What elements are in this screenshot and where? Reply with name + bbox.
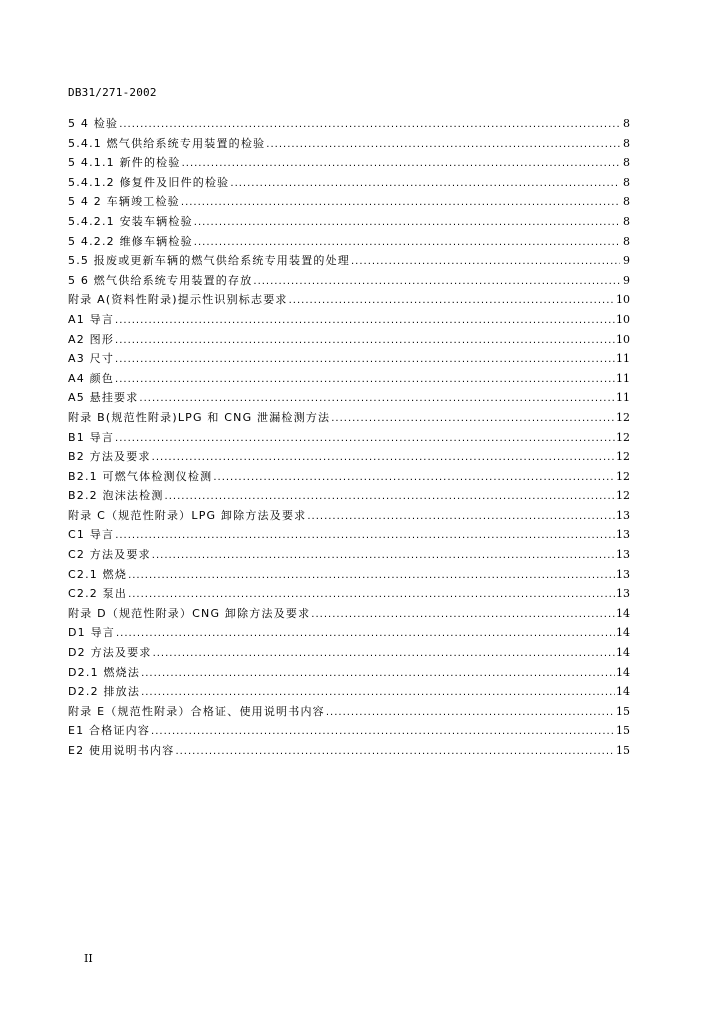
toc-entry-title: D2.1 燃烧法 — [68, 665, 141, 679]
toc-dot-leader — [115, 429, 615, 449]
toc-dot-leader — [152, 546, 615, 566]
toc-dot-leader — [326, 703, 615, 723]
toc-dot-leader — [141, 683, 615, 703]
toc-entry-page: 11 — [616, 371, 630, 385]
toc-entry[interactable] — [68, 447, 630, 467]
toc-dot-leader — [181, 193, 620, 213]
toc-entry[interactable] — [68, 506, 630, 526]
toc-entry-page: 10 — [616, 332, 630, 346]
toc-entry[interactable] — [68, 153, 630, 173]
toc-entry[interactable] — [68, 428, 630, 448]
toc-dot-leader — [115, 331, 615, 351]
toc-dot-leader — [151, 722, 615, 742]
toc-entry[interactable] — [68, 290, 630, 310]
toc-entry-title: 附录 D（规范性附录）CNG 卸除方法及要求 — [68, 606, 311, 620]
toc-entry-page: 12 — [616, 450, 630, 464]
toc-entry[interactable] — [68, 525, 630, 545]
toc-entry-title: A2 图形 — [68, 332, 115, 346]
toc-entry-page: 12 — [616, 430, 630, 444]
toc-entry-page: 11 — [616, 352, 630, 366]
toc-entry[interactable] — [68, 643, 630, 663]
toc-dot-leader — [165, 487, 615, 507]
toc-dot-leader — [266, 135, 620, 155]
toc-entry[interactable] — [68, 349, 630, 369]
toc-entry-page: 14 — [616, 685, 630, 699]
toc-entry[interactable] — [68, 682, 630, 702]
toc-dot-leader — [311, 605, 615, 625]
toc-entry-page: 14 — [616, 626, 630, 640]
toc-entry-page: 9 — [623, 254, 630, 268]
toc-dot-leader — [230, 174, 620, 194]
toc-entry[interactable] — [68, 663, 630, 683]
toc-dot-leader — [175, 742, 615, 762]
toc-entry[interactable] — [68, 232, 630, 252]
toc-entry-page: 15 — [616, 724, 630, 738]
toc-entry-title: A3 尺寸 — [68, 352, 115, 366]
page-number: II — [84, 952, 93, 965]
toc-entry-title: E2 使用说明书内容 — [68, 744, 175, 757]
toc-entry-page: 15 — [616, 704, 630, 718]
toc-dot-leader — [194, 213, 620, 233]
toc-entry-title: 附录 E（规范性附录）合格证、使用说明书内容 — [68, 704, 325, 718]
standard-code: DB31/271-2002 — [68, 86, 157, 99]
toc-entry-page: 8 — [623, 234, 630, 248]
toc-entry-page: 14 — [616, 646, 630, 660]
toc-entry[interactable] — [68, 388, 630, 408]
toc-dot-leader — [331, 409, 615, 429]
toc-entry-title: A5 悬挂要求 — [68, 391, 139, 405]
toc-entry[interactable] — [68, 741, 630, 761]
toc-entry-page: 9 — [623, 273, 630, 287]
toc-entry-title: 5.4.1.2 修复件及旧件的检验 — [68, 175, 230, 189]
toc-entry-page: 15 — [616, 744, 630, 757]
toc-entry-page: 12 — [616, 410, 630, 424]
toc-entry-page: 8 — [623, 136, 630, 150]
toc-entry-page: 8 — [623, 214, 630, 228]
toc-entry[interactable] — [68, 114, 630, 134]
toc-entry-page: 13 — [616, 587, 630, 601]
toc-entry-page: 8 — [623, 195, 630, 209]
toc-dot-leader — [115, 350, 615, 370]
toc-entry-page: 10 — [616, 312, 630, 326]
toc-dot-leader — [141, 664, 615, 684]
toc-entry-page: 14 — [616, 665, 630, 679]
toc-entry-title: B2.2 泡沫法检测 — [68, 489, 164, 503]
toc-entry-title: 附录 C（规范性附录）LPG 卸除方法及要求 — [68, 508, 307, 522]
toc-dot-leader — [194, 233, 620, 253]
toc-entry-title: B2.1 可燃气体检测仪检测 — [68, 469, 213, 483]
toc-entry-title: 附录 A(资料性附录)提示性识别标志要求 — [68, 293, 288, 307]
toc-entry-page: 11 — [616, 391, 630, 405]
toc-entry-title: C2.2 泵出 — [68, 587, 128, 601]
toc-dot-leader — [253, 272, 620, 292]
toc-entry[interactable] — [68, 604, 630, 624]
toc-entry[interactable] — [68, 251, 630, 271]
toc-entry-title: 5 4.2.2 维修车辆检验 — [68, 234, 193, 248]
toc-entry[interactable] — [68, 486, 630, 506]
toc-dot-leader — [119, 115, 620, 135]
toc-dot-leader — [289, 291, 615, 311]
toc-entry-title: C1 导言 — [68, 528, 115, 542]
toc-dot-leader — [152, 448, 615, 468]
toc-entry-page: 13 — [616, 508, 630, 522]
toc-entry-title: C2 方法及要求 — [68, 548, 151, 562]
toc-entry-title: 5 4 2 车辆竣工检验 — [68, 195, 180, 209]
toc-entry[interactable] — [68, 173, 630, 193]
toc-dot-leader — [115, 370, 615, 390]
toc-entry-title: 附录 B(规范性附录)LPG 和 CNG 泄漏检测方法 — [68, 410, 331, 424]
toc-entry-title: E1 合格证内容 — [68, 724, 151, 738]
toc-entry[interactable] — [68, 271, 630, 291]
toc-dot-leader — [115, 311, 615, 331]
toc-entry-page: 12 — [616, 489, 630, 503]
toc-entry-title: 5.4.1 燃气供给系统专用装置的检验 — [68, 136, 266, 150]
toc-entry[interactable] — [68, 134, 630, 154]
toc-entry[interactable] — [68, 330, 630, 350]
toc-entry[interactable] — [68, 721, 630, 741]
toc-dot-leader — [351, 252, 620, 272]
toc-dot-leader — [213, 468, 615, 488]
toc-entry-title: D2 方法及要求 — [68, 646, 152, 660]
toc-entry-title: 5 6 燃气供给系统专用装置的存放 — [68, 273, 253, 287]
toc-entry[interactable] — [68, 623, 630, 643]
toc-dot-leader — [182, 154, 620, 174]
toc-entry[interactable] — [68, 212, 630, 232]
toc-entry[interactable] — [68, 369, 630, 389]
toc-dot-leader — [116, 624, 615, 644]
toc-entry-page: 12 — [616, 469, 630, 483]
toc-entry[interactable] — [68, 192, 630, 212]
toc-entry-title: D2.2 排放法 — [68, 685, 141, 699]
toc-entry-title: 5.5 报废或更新车辆的燃气供给系统专用装置的处理 — [68, 254, 350, 268]
toc-entry-title: B2 方法及要求 — [68, 450, 151, 464]
toc-dot-leader — [307, 507, 615, 527]
toc-entry[interactable] — [68, 565, 630, 585]
toc-entry-page: 14 — [616, 606, 630, 620]
toc-dot-leader — [153, 644, 615, 664]
toc-entry-title: 5.4.2.1 安装车辆检验 — [68, 214, 193, 228]
toc-entry-page: 8 — [623, 156, 630, 170]
toc-entry-title: A1 导言 — [68, 312, 115, 326]
toc-entry-title: B1 导言 — [68, 430, 115, 444]
toc-entry-page: 10 — [616, 293, 630, 307]
toc-entry-title: 5 4 检验 — [68, 117, 119, 130]
toc-entry-title: A4 颜色 — [68, 371, 115, 385]
table-of-contents — [68, 114, 630, 761]
toc-dot-leader — [139, 389, 615, 409]
toc-entry[interactable] — [68, 702, 630, 722]
toc-entry[interactable] — [68, 545, 630, 565]
toc-entry[interactable] — [68, 467, 630, 487]
toc-entry-page: 13 — [616, 548, 630, 562]
toc-entry-page: 8 — [623, 117, 630, 130]
toc-dot-leader — [128, 566, 615, 586]
toc-entry-title: C2.1 燃烧 — [68, 567, 128, 581]
toc-entry-page: 8 — [623, 175, 630, 189]
toc-entry-title: 5 4.1.1 新件的检验 — [68, 156, 181, 170]
toc-entry-page: 13 — [616, 567, 630, 581]
toc-entry-title: D1 导言 — [68, 626, 115, 640]
toc-entry[interactable] — [68, 408, 630, 428]
toc-dot-leader — [115, 526, 615, 546]
toc-entry[interactable] — [68, 584, 630, 604]
toc-entry-page: 13 — [616, 528, 630, 542]
toc-entry[interactable] — [68, 310, 630, 330]
toc-dot-leader — [128, 585, 615, 605]
